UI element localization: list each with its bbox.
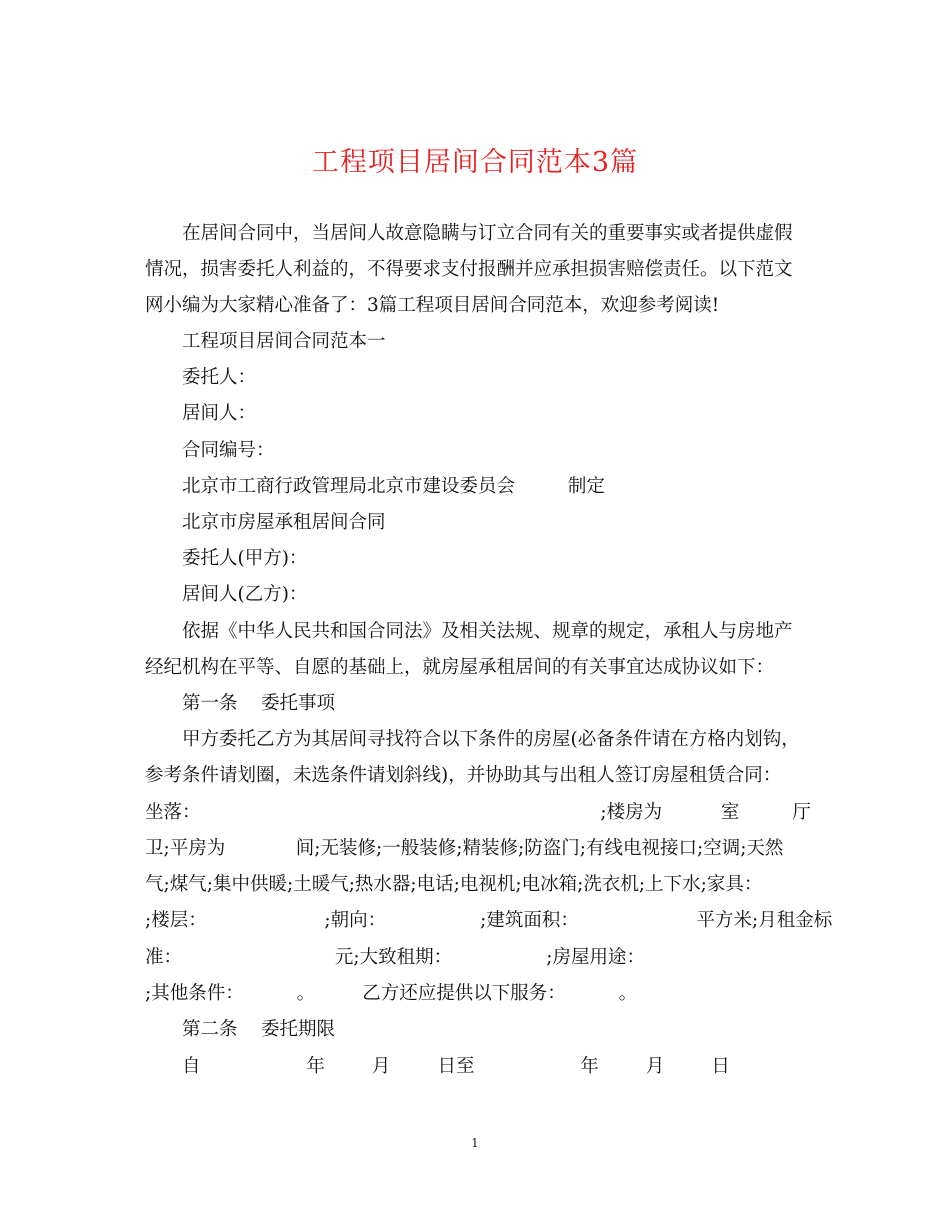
intro-line-2: 情况，损害委托人利益的，不得要求支付报酬并应承担损害赔偿责任。以下范文 xyxy=(145,259,793,280)
issuer-line: 北京市工商行政管理局北京市建设委员会 制定 xyxy=(182,476,605,497)
conditions-line-6: ;其他条件： 。 乙方还应提供以下服务： 。 xyxy=(145,983,638,1004)
intro-line-3: 网小编为大家精心准备了：3篇工程项目居间合同范本，欢迎参考阅读! xyxy=(145,295,720,316)
conditions-line-3: 气;煤气;集中供暖;土暖气;热水器;电话;电视机;电冰箱;洗衣机;上下水;家具： xyxy=(145,874,763,895)
conditions-line-5: 准： 元;大致租期： ;房屋用途： xyxy=(145,947,645,968)
conditions-line-1: 坐落： ;楼房为 室 厅 xyxy=(145,802,811,823)
contract-name: 北京市房屋承租居间合同 xyxy=(182,512,386,533)
conditions-line-2: 卫;平房为 间;无装修;一般装修;精装修;防盗门;有线电视接口;空调;天然 xyxy=(145,838,784,859)
article-2-heading: 第二条 委托期限 xyxy=(182,1019,336,1040)
period-line: 自 年 月 日至 年 月 日 xyxy=(182,1056,730,1077)
party-b-field: 居间人(乙方)： xyxy=(182,584,308,605)
basis-line-2: 经纪机构在平等、自愿的基础上，就房屋承租居间的有关事宜达成协议如下： xyxy=(145,657,775,678)
article-1-line-1: 甲方委托乙方为其居间寻找符合以下条件的房屋(必备条件请在方格内划钩， xyxy=(182,729,800,750)
document-title: 工程项目居间合同范本3篇 xyxy=(311,147,639,178)
intro-line-1: 在居间合同中，当居间人故意隐瞒与订立合同有关的重要事实或者提供虚假 xyxy=(182,223,793,244)
party-a-field: 委托人(甲方)： xyxy=(182,548,308,569)
basis-line-1: 依据《中华人民共和国合同法》及相关法规、规章的规定，承租人与房地产 xyxy=(182,621,793,642)
page-number: 1 xyxy=(471,1136,479,1150)
conditions-line-4: ;楼层： ;朝向： ;建筑面积： 平方米;月租金标 xyxy=(145,910,833,931)
article-1-line-2: 参考条件请划圈，未选条件请划斜线)，并协助其与出租人签订房屋租赁合同： xyxy=(145,765,782,786)
article-1-heading: 第一条 委托事项 xyxy=(182,693,336,714)
agent-field: 居间人： xyxy=(182,403,257,424)
contract-number-field: 合同编号： xyxy=(182,440,275,461)
section-title: 工程项目居间合同范本一 xyxy=(182,331,386,352)
client-field: 委托人： xyxy=(182,367,257,388)
